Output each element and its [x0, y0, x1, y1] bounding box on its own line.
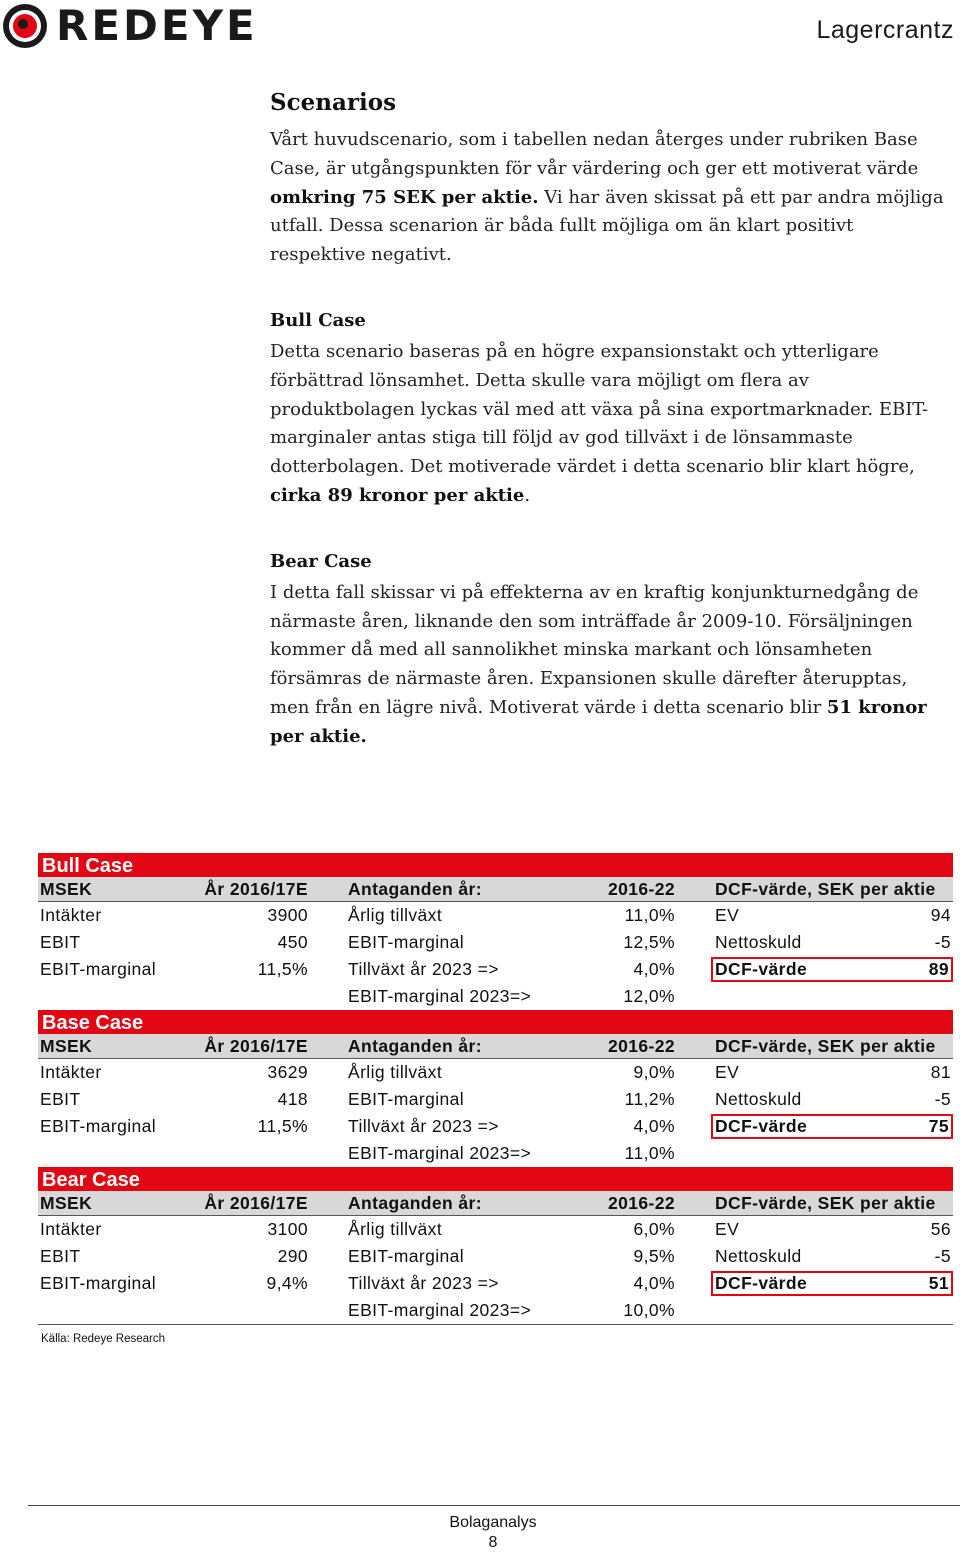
table-row: EBIT-marginal 11,5% Tillväxt år 2023 => 4,0% DCF-värde 89	[38, 956, 953, 983]
bull-case-paragraph: Detta scenario baseras på en högre expansionstakt och ytterligare förbättrad lönsamhet. Detta skulle vara möjligt om flera av produktbolagen lyckas väl med att växa på sina exportmarknader. EBIT-marginaler antas stiga till följd av god tillväxt i de lönsammaste dotterbolagen. Det motiverade värdet i detta scenario blir klart högre, cirka 89 kronor per aktie.	[270, 340, 929, 506]
table-row: EBIT 450 EBIT-marginal 12,5% Nettoskuld -5	[40, 932, 951, 952]
dcf-value-box: DCF-värde 89	[711, 957, 953, 982]
table-row: Intäkter 3100 Årlig tillväxt 6,0% EV 56	[40, 1219, 951, 1239]
scenario-title: Bear Case	[38, 1167, 953, 1191]
brand-logo	[2, 2, 258, 50]
footer-divider	[28, 1505, 960, 1506]
page-number: 8	[488, 1534, 498, 1551]
table-header-row: MSEK År 2016/17E Antaganden år: 2016-22 DCF-värde, SEK per aktie	[38, 1034, 953, 1059]
brand-name: REDEYE	[56, 1, 258, 50]
intro-paragraph: Vårt huvudscenario, som i tabellen nedan återges under rubriken Base Case, är utgångspunkten för vår värdering och ger ett motiverat värde omkring 75 SEK per aktie. Vi har även skissat på ett par andra möjliga utfall. Dessa scenarion är båda fullt möjliga om än klart positivt respektive negativt.	[270, 129, 944, 266]
table-row: Intäkter 3900 Årlig tillväxt 11,0% EV 94	[40, 905, 951, 925]
table-row: EBIT-marginal 2023=> 10,0%	[348, 1300, 675, 1320]
scenario-table	[38, 853, 953, 1345]
source-note: Källa: Redeye Research	[41, 1333, 166, 1345]
table-row: EBIT 290 EBIT-marginal 9,5% Nettoskuld -5	[40, 1246, 951, 1266]
bull-case-heading: Bull Case	[270, 309, 366, 331]
article	[270, 86, 950, 752]
scenario-title: Bull Case	[38, 853, 953, 877]
footer-label: Bolaganalys	[449, 1514, 537, 1531]
scenario-title: Base Case	[38, 1010, 953, 1034]
section-title: Scenarios	[270, 89, 397, 116]
table-row: EBIT 418 EBIT-marginal 11,2% Nettoskuld -5	[40, 1089, 951, 1109]
table-row: EBIT-marginal 2023=> 12,0%	[348, 986, 675, 1006]
redeye-eye-icon	[2, 3, 48, 49]
table-header-row: MSEK År 2016/17E Antaganden år: 2016-22 DCF-värde, SEK per aktie	[38, 1191, 953, 1216]
company-name: Lagercrantz	[816, 16, 954, 44]
dcf-value-box: DCF-värde 51	[711, 1271, 953, 1296]
table-header-row: MSEK År 2016/17E Antaganden år: 2016-22 DCF-värde, SEK per aktie	[38, 877, 953, 902]
bear-case-paragraph: I detta fall skissar vi på effekterna av en kraftig konjunkturnedgång de närmaste åren, liknande den som inträffade år 2009-10. Försäljningen kommer då med all sannolikhet minska markant och lönsamheten försämras de närmaste åren. Expansionen skulle därefter återupptas, men från en lägre nivå. Motiverat värde i detta scenario blir 51 kronor per aktie.	[270, 581, 927, 747]
table-row: Intäkter 3629 Årlig tillväxt 9,0% EV 81	[40, 1062, 951, 1082]
table-row: EBIT-marginal 2023=> 11,0%	[348, 1143, 675, 1163]
table-row: EBIT-marginal 9,4% Tillväxt år 2023 => 4,0% DCF-värde 51	[38, 1270, 953, 1297]
bear-case-heading: Bear Case	[270, 550, 372, 572]
table-bottom-rule	[38, 1324, 953, 1325]
table-row: EBIT-marginal 11,5% Tillväxt år 2023 => 4,0% DCF-värde 75	[38, 1113, 953, 1140]
dcf-value-box: DCF-värde 75	[711, 1114, 953, 1139]
